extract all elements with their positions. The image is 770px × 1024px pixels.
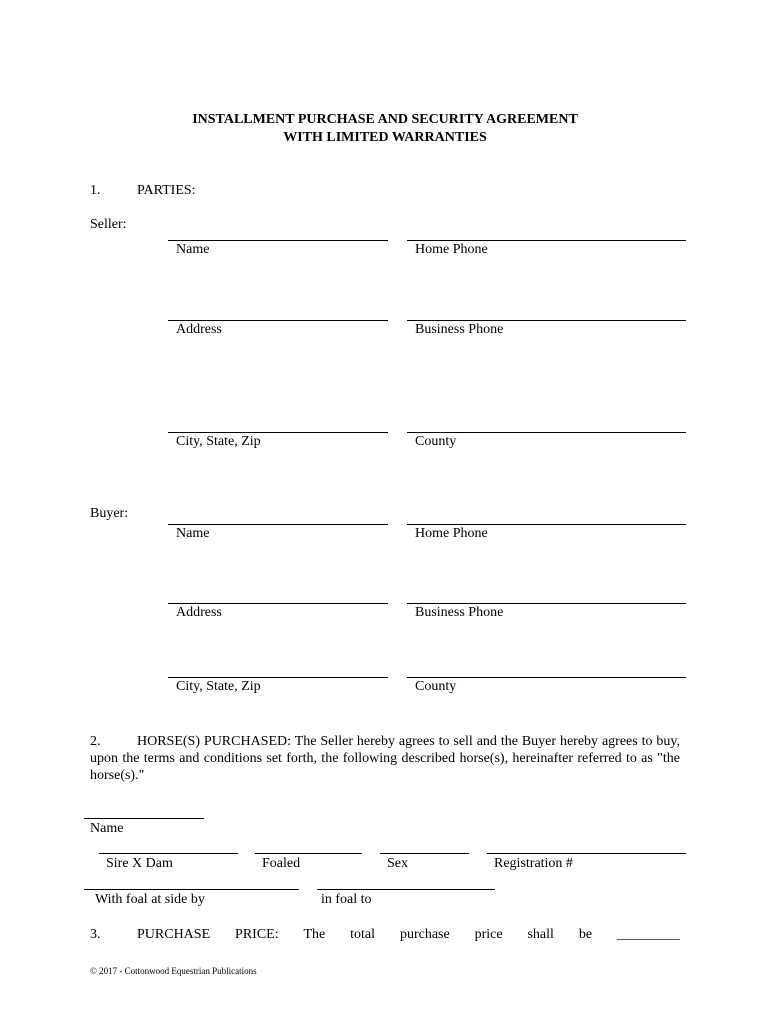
buyer-name-field[interactable] (168, 524, 388, 525)
seller-label: Seller: (90, 217, 127, 232)
seller-county-label: County (415, 434, 457, 449)
horse-name-field[interactable] (84, 818, 204, 819)
section-3-word: The (303, 927, 326, 942)
section-1-number: 1. (90, 183, 101, 198)
seller-business-phone-field[interactable] (407, 320, 686, 321)
sex-label: Sex (387, 856, 408, 871)
buyer-home-phone-field[interactable] (407, 524, 686, 525)
buyer-home-phone-label: Home Phone (415, 526, 488, 541)
foal-at-side-field[interactable] (84, 889, 299, 890)
section-3-word: total (350, 927, 376, 942)
horse-name-label: Name (90, 821, 124, 836)
seller-city-state-zip-label: City, State, Zip (176, 434, 261, 449)
section-3-word: purchase (399, 927, 450, 942)
document-title-line-2: WITH LIMITED WARRANTIES (283, 130, 487, 145)
buyer-county-label: County (415, 679, 457, 694)
section-3-word: PRICE: (235, 927, 279, 942)
section-1-heading: PARTIES: (137, 183, 196, 198)
seller-name-field[interactable] (168, 240, 388, 241)
buyer-county-field[interactable] (407, 677, 686, 678)
seller-address-field[interactable] (168, 320, 388, 321)
buyer-business-phone-field[interactable] (407, 603, 686, 604)
registration-label: Registration # (494, 856, 573, 871)
section-3-word: be (578, 927, 593, 942)
registration-field[interactable] (487, 853, 686, 854)
buyer-name-label: Name (176, 526, 210, 541)
foaled-field[interactable] (255, 853, 362, 854)
foal-at-side-label: With foal at side by (95, 892, 205, 907)
buyer-address-label: Address (176, 605, 222, 620)
seller-home-phone-label: Home Phone (415, 242, 488, 257)
buyer-business-phone-label: Business Phone (415, 605, 504, 620)
section-2-number: 2. (90, 734, 101, 749)
seller-city-state-zip-field[interactable] (168, 432, 388, 433)
buyer-address-field[interactable] (168, 603, 388, 604)
buyer-label: Buyer: (90, 506, 129, 521)
section-3-word: price (474, 927, 503, 942)
in-foal-to-label: in foal to (321, 892, 372, 907)
buyer-city-state-zip-label: City, State, Zip (176, 679, 261, 694)
seller-county-field[interactable] (407, 432, 686, 433)
seller-home-phone-field[interactable] (407, 240, 686, 241)
in-foal-to-field[interactable] (317, 889, 495, 890)
seller-business-phone-label: Business Phone (415, 322, 504, 337)
purchase-price-blank[interactable]: _________ (616, 927, 680, 942)
foaled-label: Foaled (262, 856, 301, 871)
document-title-line-1: INSTALLMENT PURCHASE AND SECURITY AGREEMENT (192, 112, 578, 127)
section-2-paragraph (90, 733, 680, 784)
section-3-word: shall (527, 927, 554, 942)
section-3-line (137, 927, 680, 943)
sire-dam-label: Sire X Dam (106, 856, 173, 871)
section-2-text: HORSE(S) PURCHASED: The Seller hereby agrees to sell and the Buyer hereby agrees to buy, upon the terms and conditions set forth, the following described horse(s), hereinafter referred to as "the horse(s)." (90, 734, 680, 783)
sex-field[interactable] (380, 853, 469, 854)
sire-dam-field[interactable] (99, 853, 238, 854)
seller-address-label: Address (176, 322, 222, 337)
section-3-word: PURCHASE (137, 927, 211, 942)
copyright-footer: © 2017 - Cottonwood Equestrian Publications (90, 966, 257, 976)
section-3-number: 3. (90, 927, 101, 942)
seller-name-label: Name (176, 242, 210, 257)
buyer-city-state-zip-field[interactable] (168, 677, 388, 678)
